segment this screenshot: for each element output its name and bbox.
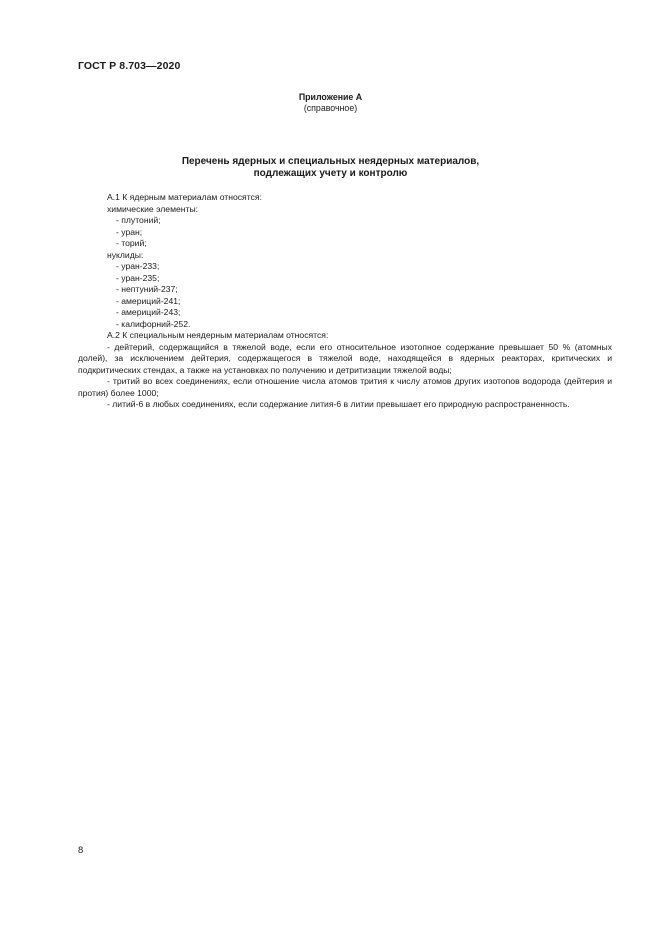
list-item-chemical: - торий;: [116, 238, 147, 248]
paragraph-tritium: - тритий во всех соединениях, если отношение числа атомов трития к числу атомов других изотопов водорода (дейтерия и протия) более 1000;: [78, 376, 612, 398]
document-title-line-1: Перечень ядерных и специальных неядерных материалов,: [181, 156, 480, 167]
list-item-nuclide: - уран-235;: [116, 272, 160, 283]
document-body: [78, 192, 612, 411]
list-item-nuclide: - уран-233;: [116, 261, 160, 271]
list-item-chemical: - плутоний;: [116, 215, 161, 225]
standard-code-header: ГОСТ Р 8.703—2020: [78, 60, 181, 72]
paragraph-deuterium: - дейтерий, содержащийся в тяжелой воде, если его относительное изотопное содержание превышает 50 % (атомных долей), за исключением дейтерия, содержащегося в тяжелой воде, находящейся в ядерных реакторах, критических и подкритических стендах, а также на установках по получению и детритизации тяжелой воды;: [78, 341, 612, 375]
appendix-subtitle: (справочное): [303, 103, 358, 113]
list-item-chemical: - уран;: [116, 226, 143, 237]
nuclides-label: нуклиды:: [107, 249, 144, 260]
section-a1-intro: А.1 К ядерным материалам относятся:: [107, 192, 262, 202]
paragraph-lithium: - литий-6 в любых соединениях, если содержание лития-6 в литии превышает его природную распространенность.: [107, 399, 570, 409]
appendix-heading: [0, 92, 661, 114]
page-number: 8: [78, 845, 84, 856]
section-a2-intro: А.2 К специальным неядерным материалам относятся:: [107, 330, 329, 340]
list-item-nuclide: - америций-241;: [116, 295, 181, 306]
list-item-nuclide: - америций-243;: [116, 307, 181, 317]
document-title-line-2: подлежащих учету и контролю: [253, 168, 408, 179]
document-title: [0, 156, 661, 180]
list-item-nuclide: - калифорний-252.: [116, 318, 191, 329]
appendix-title: Приложение А: [298, 92, 363, 102]
list-item-nuclide: - нептуний-237;: [116, 284, 178, 294]
chemical-elements-label: химические элементы:: [107, 203, 199, 214]
